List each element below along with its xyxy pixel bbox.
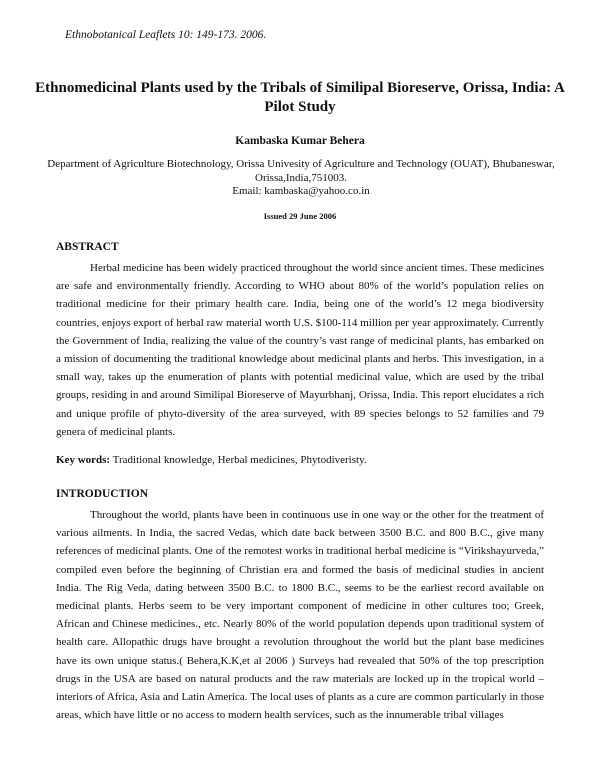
keywords-line — [56, 454, 544, 466]
introduction-heading: INTRODUCTION — [56, 488, 149, 500]
keywords-text: Traditional knowledge, Herbal medicines, Phytodiveristy. — [110, 454, 367, 466]
abstract-heading: ABSTRACT — [56, 241, 119, 253]
issued-date: Issued 29 June 2006 — [263, 211, 337, 221]
author-affiliation-block — [18, 158, 584, 199]
abstract-text: Herbal medicine has been widely practiced throughout the world since ancient times. These medicines are safe and environmentally friendly. According to WHO about 80% of the world’s population relies on traditional medicine for their primary health care. India, being one of the world’s 12 mega biodiversity countries, enjoys export of herbal raw material worth U.S. $100-114 million per year approximately. Currently the Government of India, realizing the value of the country’s vast range of medicinal plants, has embarked on a mission of documenting the traditional knowledge about medicinal plants and herbs. This investigation, in a small way, takes up the enumeration of plants with potential medicinal value, which are used by the tribal groups, residing in and around Similipal Bioreserve of Mayurbhanj, Orissa, India. This report elucidates a rich and unique profile of phyto-diversity of the area surveyed, with 89 species belongs to 52 families and 79 genera of medicinal plants. — [56, 262, 544, 438]
author-name: Kambaska Kumar Behera — [235, 135, 365, 147]
author-email: Email: kambaska@yahoo.co.in — [232, 185, 370, 197]
journal-reference: Ethnobotanical Leaflets 10: 149-173. 2006. — [65, 29, 267, 41]
introduction-text: Throughout the world, plants have been in continuous use in one way or the other for the treatment of various ailments. In India, the sacred Vedas, which date back between 3500 B.C. and 800 B.C., give many references of medicinal plants. One of the remotest works in traditional herbal medicine is “Virikshayurveda,” compiled even before the beginning of Christian era and formed the basis of medicinal studies in ancient India. The Rig Veda, dating between 3500 B.C. to 1800 B.C., seems to be the earliest record available on medicinal plants. Herbs seem to be very important component of medicine in other cultures too; Greek, African and Chinese medicines., etc. Nearly 80% of the world population depends upon traditional system of health care. Allopathic drugs have brought a revolution throughout the world but the plant base medicines have its own unique status.( Behera,K.K,et al 2006 ) Surveys had revealed that 50% of the top prescription drugs in the USA are based on natural products and the raw materials are locked up in the tropical world –interiors of Africa, Asia and Latin America. The local uses of plants as a cure are common particularly in those areas, which have little or no access to modern health services, such as the innumerable tribal villages — [56, 509, 544, 722]
paper-title: Ethnomedicinal Plants used by the Tribals of Similipal Bioreserve, Orissa, India: A Pilot Study — [35, 80, 565, 115]
keywords-label: Key words: — [56, 454, 111, 466]
affiliation: Department of Agriculture Biotechnology, Orissa Univesity of Agriculture and Technology (OUAT), Bhubaneswar, Orissa,India,751003. — [47, 158, 555, 184]
